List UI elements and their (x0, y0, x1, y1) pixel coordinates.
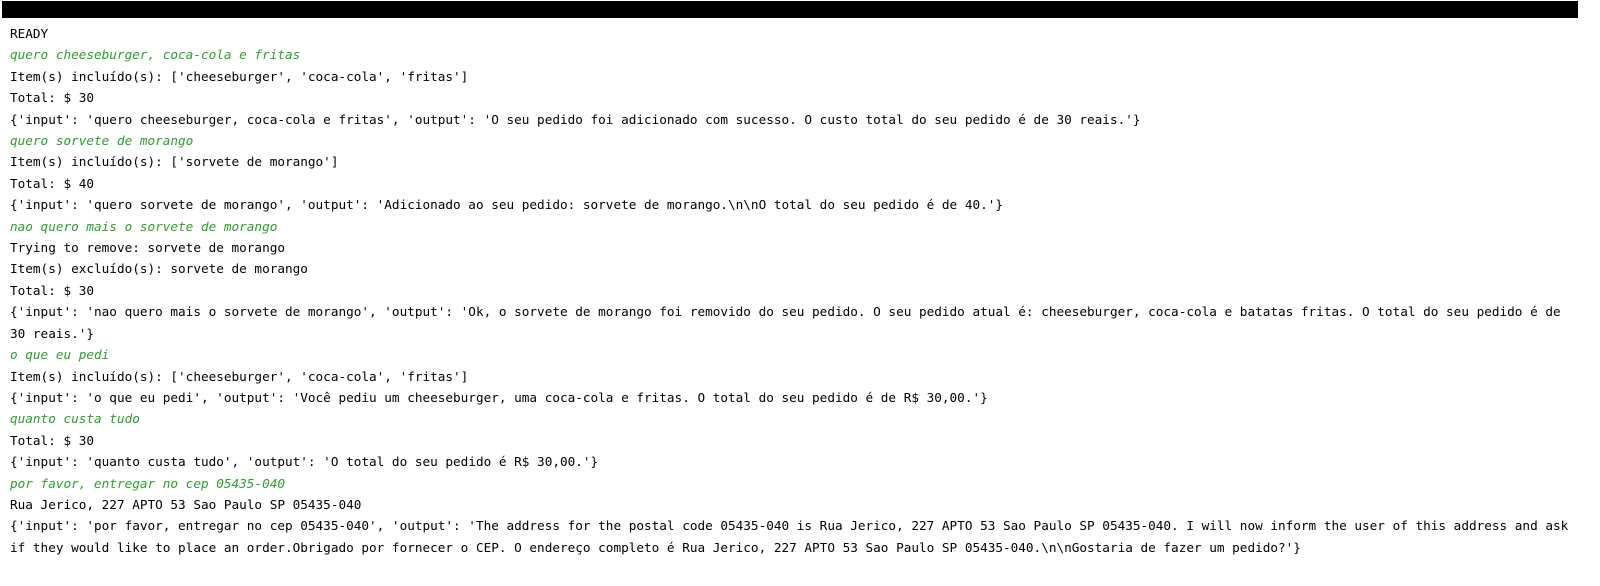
user-input-line: o que eu pedi (10, 347, 110, 363)
user-input-line: quero sorvete de morango (10, 133, 194, 149)
log-line: Item(s) incluído(s): ['cheeseburger', 'coca-cola', 'fritas'] (10, 68, 469, 84)
chain-result-line: {'input': 'o que eu pedi', 'output': 'Você pediu um cheeseburger, uma coca-cola e fritas. O total do seu pedido é de R$ 30,00.'} (10, 389, 988, 405)
console-output (10, 23, 1576, 558)
chain-result-line: {'input': 'quero sorvete de morango', 'output': 'Adicionado ao seu pedido: sorvete de morango.\n\nO total do seu pedido é de 40.'} (10, 197, 1004, 213)
log-line: Total: $ 40 (10, 175, 95, 191)
chain-result-line: {'input': 'nao quero mais o sorvete de morango', 'output': 'Ok, o sorvete de morango foi removido do seu pedido. O seu pedido atual é: cheeseburger, coca-cola e batatas fritas. O total do seu pedido é de 30 reais.'} (10, 304, 1569, 341)
top-black-bar (2, 1, 1578, 18)
log-line: Total: $ 30 (10, 282, 95, 298)
chain-result-line: {'input': 'por favor, entregar no cep 05435-040', 'output': 'The address for the postal code 05435-040 is Rua Jerico, 227 APTO 53 Sao Paulo SP 05435-040. I will now inform the user of this address and ask if they would like to place an order.Obrigado por fornecer o CEP. O endereço completo é Rua Jerico, 227 APTO 53 Sao Paulo SP 05435-040.\n\nGostaria de fazer um pedido?'} (10, 518, 1576, 555)
log-line: Total: $ 30 (10, 90, 95, 106)
log-line: Item(s) excluído(s): sorvete de morango (10, 261, 308, 277)
log-line: Total: $ 30 (10, 432, 95, 448)
chain-result-line: {'input': 'quanto custa tudo', 'output': 'O total do seu pedido é R$ 30,00.'} (10, 454, 599, 470)
user-input-line: nao quero mais o sorvete de morango (10, 218, 278, 234)
status-line: READY (10, 26, 49, 41)
user-input-line: quero cheeseburger, coca-cola e fritas (10, 47, 301, 63)
log-line: Item(s) incluído(s): ['sorvete de morango'] (10, 154, 339, 170)
user-input-line: por favor, entregar no cep 05435-040 (10, 475, 285, 491)
log-line: Rua Jerico, 227 APTO 53 Sao Paulo SP 05435-040 (10, 496, 362, 512)
log-line: Trying to remove: sorvete de morango (10, 240, 285, 256)
user-input-line: quanto custa tudo (10, 411, 140, 427)
log-line: Item(s) incluído(s): ['cheeseburger', 'coca-cola', 'fritas'] (10, 368, 469, 384)
chain-result-line: {'input': 'quero cheeseburger, coca-cola e fritas', 'output': 'O seu pedido foi adicionado com sucesso. O custo total do seu pedido é de 30 reais.'} (10, 111, 1141, 127)
